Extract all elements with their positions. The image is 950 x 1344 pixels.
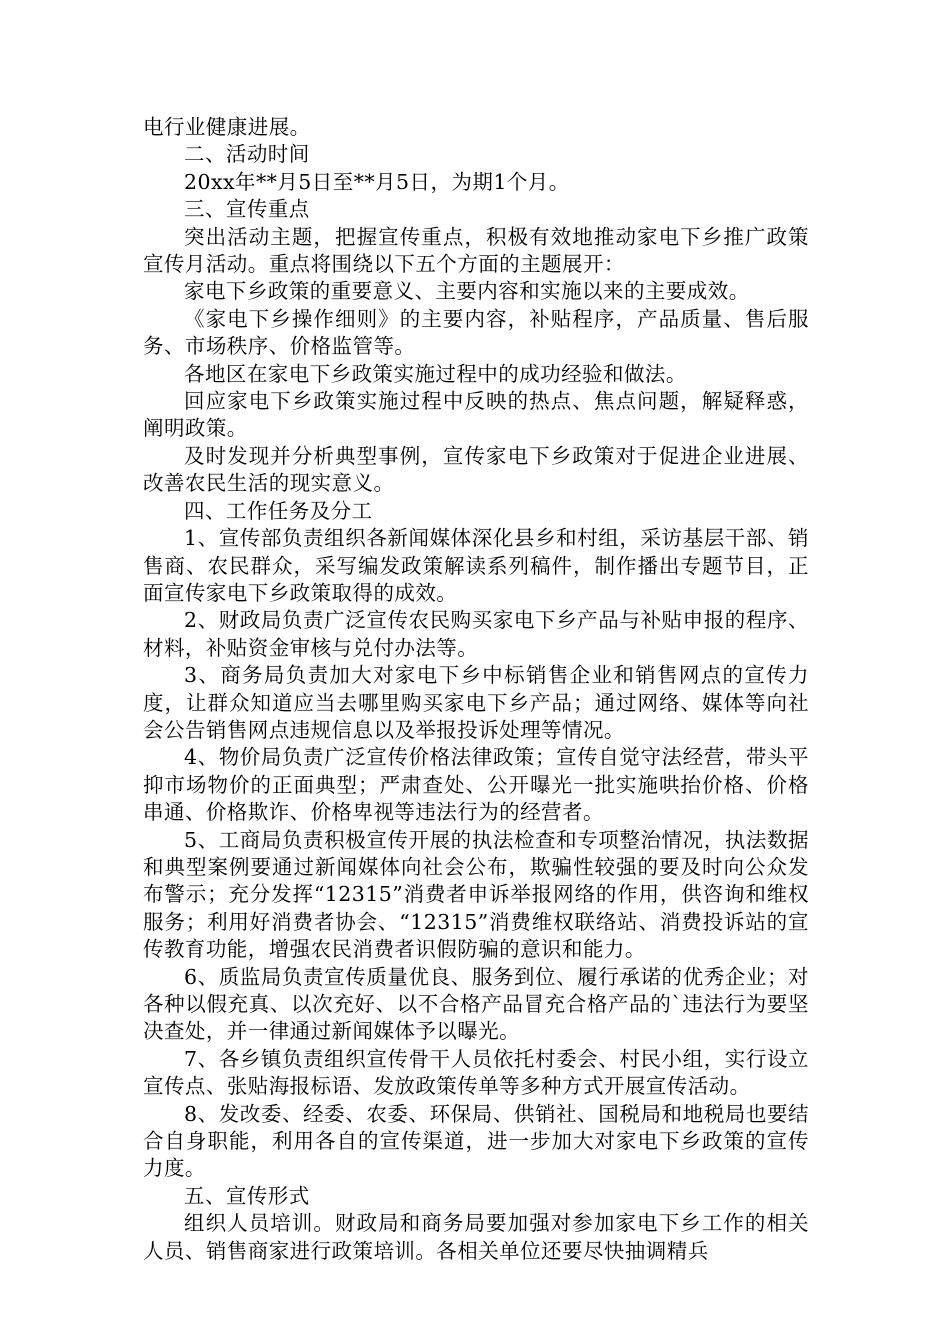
section-heading-publicity-focus: 三、宣传重点 (184, 197, 310, 222)
paragraph-focus-item-1: 家电下乡政策的重要意义、主要内容和实施以来的主要成效。 (184, 279, 750, 304)
document-body (143, 114, 809, 1265)
paragraph-task-7: 7、各乡镇负责组织宣传骨干人员依托村委会、村民小组，实行设立宣传点、张贴海报标语、发放政策传单等多种方式开展宣传活动。 (143, 1046, 809, 1099)
paragraph-task-2: 2、财政局负责广泛宣传农民购买家电下乡产品与补贴申报的程序、材料，补贴资金审核与兑付办法等。 (143, 608, 809, 660)
section-heading-tasks: 四、工作任务及分工 (184, 498, 373, 523)
paragraph-task-3: 3、商务局负责加大对家电下乡中标销售企业和销售网点的宣传力度，让群众知道应当去哪里购买家电下乡产品；通过网络、媒体等向社会公告销售网点违规信息以及举报投诉处理等情况。 (143, 663, 809, 742)
paragraph-task-8: 8、发改委、经委、农委、环保局、供销社、国税局和地税局也要结合自身职能，利用各自的宣传渠道，进一步加大对家电下乡政策的宣传力度。 (143, 1101, 809, 1181)
paragraph-task-1: 1、宣传部负责组织各新闻媒体深化县乡和村组，采访基层干部、销售商、农民群众，采写编发政策解读系列稿件，制作播出专题节目，正面宣传家电下乡政策取得的成效。 (143, 526, 809, 605)
paragraph-task-5: 5、工商局负责积极宣传开展的执法检查和专项整治情况，执法数据和典型案例要通过新闻媒体向社会公布，欺骗性较强的要及时向公众发布警示；充分发挥“12315”消费者申诉举报网络的作用，供咨询和维权服务；利用好消费者协会、“12315”消费维权联络站、消费投诉站的宣传教育功能，增强农民消费者识假防骗的意识和能力。 (143, 827, 809, 962)
paragraph-task-6: 6、质监局负责宣传质量优良、服务到位、履行承诺的优秀企业；对各种以假充真、以次充好、以不合格产品冒充合格产品的`违法行为要坚决查处，并一律通过新闻媒体予以曝光。 (143, 964, 809, 1044)
paragraph-continuation: 电行业健康进展。 (143, 115, 311, 139)
paragraph-focus-item-3: 各地区在家电下乡政策实施过程中的成功经验和做法。 (184, 361, 687, 386)
paragraph-focus-intro: 突出活动主题，把握宣传重点，积极有效地推动家电下乡推广政策宣传月活动。重点将围绕以下五个方面的主题展开： (143, 224, 809, 277)
section-heading-activity-time: 二、活动时间 (184, 142, 310, 167)
paragraph-focus-item-5: 及时发现并分析典型事例，宣传家电下乡政策对于促进企业进展、改善农民生活的现实意义。 (143, 443, 809, 496)
paragraph-activity-period: 20xx年**月5日至**月5日，为期1个月。 (184, 169, 570, 194)
section-heading-publicity-forms: 五、宣传形式 (184, 1183, 310, 1208)
paragraph-task-4: 4、物价局负责广泛宣传价格法律政策；宣传自觉守法经营，带头平抑市场物价的正面典型；严肃查处、公开曝光一批实施哄抬价格、价格串通、价格欺诈、价格卑视等违法行为的经营者。 (143, 745, 809, 825)
paragraph-staff-training: 组织人员培训。财政局和商务局要加强对参加家电下乡工作的相关人员、销售商家进行政策培训。各相关单位还要尽快抽调精兵 (143, 1211, 809, 1263)
paragraph-focus-item-4: 回应家电下乡政策实施过程中反映的热点、焦点问题，解疑释惑，阐明政策。 (143, 389, 809, 441)
paragraph-focus-item-2: 《家电下乡操作细则》的主要内容，补贴程序，产品质量、售后服务、市场秩序、价格监管等。 (143, 306, 809, 359)
